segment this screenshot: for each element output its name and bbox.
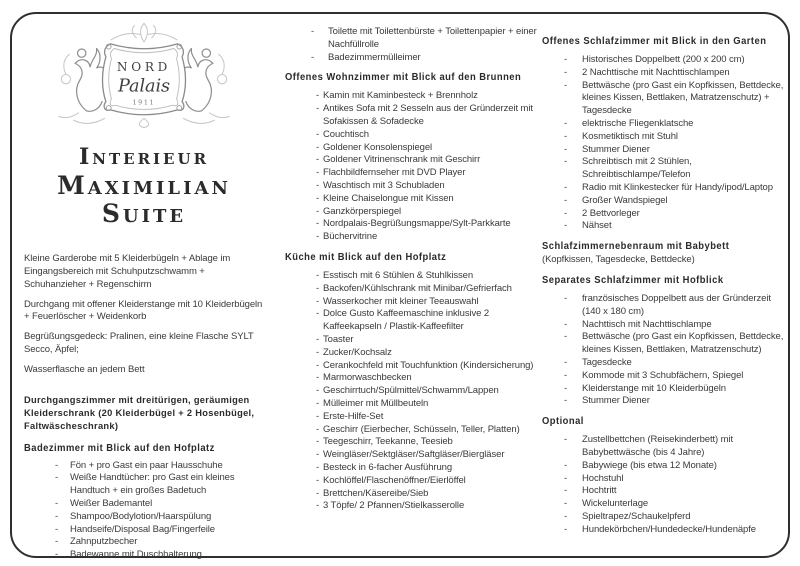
list-item: - Kleiderstange mit 10 Kleiderbügeln [542, 383, 792, 396]
list-item: - Wickelunterlage [542, 498, 792, 511]
list-item: - elektrische Fliegenklatsche [542, 118, 792, 131]
list-item: - 2 Nachttische mit Nachttischlampen [542, 67, 792, 80]
list-item: - Bettwäsche (pro Gast ein Kopfkissen, Bettdecke, kleines Kissen, Bettlaken, Matratzenschutz) + Tagesdecke [542, 80, 792, 118]
list-item: - Hochtritt [542, 485, 792, 498]
section-heading-baby-room: Schlafzimmernebenraum mit Babybett [542, 241, 730, 253]
list-item: - Babywiege (bis etwa 12 Monate) [542, 460, 792, 473]
paragraph-closet-room: Durchgangszimmer mit dreitürigen, geräumigen Kleiderschrank (20 Kleiderbügel + 2 Hosenbügel, Faltwäscheschrank) [24, 394, 255, 431]
paragraph-passage: Durchgang mit offener Kleiderstange mit 10 Kleiderbügeln + Feuerlöscher + Weidenkorb [24, 298, 263, 323]
list-item: - Zahnputzbecher [24, 536, 264, 549]
list-item: - Flachbildfernseher mit DVD Player [285, 167, 542, 180]
list-item: - 2 Bettvorleger [542, 208, 792, 221]
list-item: - Toilette mit Toilettenbürste + Toilettenpapier + einer Nachfüllrolle [285, 26, 542, 52]
list-item: - Stummer Diener [542, 395, 792, 408]
list-item: - Kosmetiktisch mit Stuhl [542, 131, 792, 144]
list-item: - Couchtisch [285, 129, 542, 142]
list-item: - Backofen/Kühlschrank mit Minibar/Gefrierfach [285, 283, 542, 296]
list-item: - Hundekörbchen/Hundedecke/Hundenäpfe [542, 524, 792, 537]
baby-room-subheading: (Kopfkissen, Tagesdecke, Bettdecke) [542, 254, 695, 266]
page-title-line2: Maximilian Suite [57, 171, 231, 228]
list-item: - Kamin mit Kaminbesteck + Brennholz [285, 90, 542, 103]
list-item: - Besteck in 6-facher Ausführung [285, 462, 542, 475]
list-item: - Weiße Handtücher: pro Gast ein kleines Handtuch + ein großes Badetuch [24, 472, 264, 498]
column-middle [285, 26, 542, 514]
optional-list [542, 434, 792, 536]
lion-right-icon [183, 48, 213, 111]
lion-left-icon [75, 48, 105, 111]
list-item: - Goldener Vitrinenschrank mit Geschirr [285, 154, 542, 167]
section-heading-bedroom-courtyard: Separates Schlafzimmer mit Hofblick [542, 274, 724, 286]
list-item: - Esstisch mit 6 Stühlen & Stuhlkissen [285, 270, 542, 283]
list-item: - Weingläser/Sektgläser/Saftgläser/Biergläser [285, 449, 542, 462]
list-item: - Spieltrapez/Schaukelpferd [542, 511, 792, 524]
column-right [542, 28, 792, 538]
section-heading-kitchen: Küche mit Blick auf den Hofplatz [285, 251, 447, 263]
list-item: - Tagesdecke [542, 357, 792, 370]
list-item: - Stummer Diener [542, 144, 792, 157]
living-room-list [285, 90, 542, 244]
list-item: - Schreibtisch mit 2 Stühlen, Schreibtischlampe/Telefon [542, 156, 792, 182]
list-item: - Brettchen/Käsereibe/Sieb [285, 488, 542, 501]
list-item: - Badezimmermülleimer [285, 52, 542, 65]
page-border-frame [10, 12, 790, 561]
list-item: - Bettwäsche (pro Gast ein Kopfkissen, Bettdecke, kleines Kissen, Bettlaken, Matratzenschutz) [542, 331, 792, 357]
logo-year: 1911 [132, 99, 156, 107]
list-item: - Kommode mit 3 Schubfächern, Spiegel [542, 370, 792, 383]
list-item: - Zustellbettchen (Reisekinderbett) mit Babybettwäsche (bis 4 Jahre) [542, 434, 792, 460]
list-item: - Dolce Gusto Kaffeemaschine inklusive 2 Kaffeekapseln / Plastik-Kaffeefilter [285, 308, 542, 334]
paragraph-water: Wasserflasche an jedem Bett [24, 363, 145, 375]
paragraph-welcome: Begrüßungsgedeck: Pralinen, eine kleine Flasche SYLT Secco, Äpfel; [24, 331, 254, 355]
section-heading-optional: Optional [542, 416, 584, 428]
kitchen-list [285, 270, 542, 513]
list-item: - Cerankochfeld mit Touchfunktion (Kindersicherung) [285, 360, 542, 373]
list-item: - Nähset [542, 220, 792, 233]
list-item: - Badewanne mit Duschhalterung [24, 549, 264, 562]
list-item: - Großer Wandspiegel [542, 195, 792, 208]
list-item: - Radio mit Klinkestecker für Handy/ipod/Laptop [542, 182, 792, 195]
bathroom-continuation-list [285, 26, 542, 64]
list-item: - Hochstuhl [542, 473, 792, 486]
logo-name-top: NORD [116, 59, 172, 74]
list-item: - Shampoo/Bodylotion/Haarspülung [24, 511, 264, 524]
logo-name-script: Palais [118, 76, 170, 97]
list-item: - Historisches Doppelbett (200 x 200 cm) [542, 54, 792, 67]
page-title-line1: Interieur [78, 144, 210, 170]
bedroom-courtyard-list [542, 293, 792, 408]
list-item: - Fön + pro Gast ein paar Hausschuhe [24, 460, 264, 473]
list-item: - Nachttisch mit Nachttischlampe [542, 319, 792, 332]
section-heading-bedroom-garden: Offenes Schlafzimmer mit Blick in den Garten [542, 36, 767, 47]
list-item: - Handseife/Disposal Bag/Fingerfeile [24, 524, 264, 537]
list-item: - Kochlöffel/Flaschenöffner/Eierlöffel [285, 475, 542, 488]
paragraph-wardrobe: Kleine Garderobe mit 5 Kleiderbügeln + Ablage im Eingangsbereich mit Schuhputzschwamm + Schuhanzieher + Regenschirm [24, 253, 231, 290]
list-item: - Goldener Konsolenspiegel [285, 142, 542, 155]
list-item: - Erste-Hilfe-Set [285, 411, 542, 424]
list-item: - Büchervitrine [285, 231, 542, 244]
list-item: - 3 Töpfe/ 2 Pfannen/Stielkasserolle [285, 500, 542, 513]
list-item: - Teegeschirr, Teekanne, Teesieb [285, 436, 542, 449]
column-left [24, 16, 264, 563]
list-item: - Nordpalais-Begrüßungsmappe/Sylt-Parkkarte [285, 218, 542, 231]
list-item: - Antikes Sofa mit 2 Sesseln aus der Gründerzeit mit Sofakissen & Sofadecke [285, 103, 542, 129]
list-item: - Weißer Bademantel [24, 498, 264, 511]
list-item: - Marmorwaschbecken [285, 372, 542, 385]
section-heading-bathroom: Badezimmer mit Blick auf den Hofplatz [24, 442, 215, 454]
list-item: - Geschirrtuch/Spülmittel/Schwamm/Lappen [285, 385, 542, 398]
list-item: - Toaster [285, 334, 542, 347]
bedroom-garden-list [542, 54, 792, 233]
list-item: - Geschirr (Eierbecher, Schüsseln, Teller, Platten) [285, 424, 542, 437]
list-item: - Mülleimer mit Müllbeuteln [285, 398, 542, 411]
list-item: - Waschtisch mit 3 Schubladen [285, 180, 542, 193]
list-item: - Ganzkörperspiegel [285, 206, 542, 219]
list-item: - Zucker/Kochsalz [285, 347, 542, 360]
list-item: - Wasserkocher mit kleiner Teeauswahl [285, 296, 542, 309]
list-item: - französisches Doppelbett aus der Gründerzeit (140 x 180 cm) [542, 293, 792, 319]
list-item: - Kleine Chaiselongue mit Kissen [285, 193, 542, 206]
section-heading-living-room: Offenes Wohnzimmer mit Blick auf den Brunnen [285, 72, 522, 84]
nordpalais-crest-logo [51, 19, 237, 131]
bathroom-list [24, 460, 264, 562]
